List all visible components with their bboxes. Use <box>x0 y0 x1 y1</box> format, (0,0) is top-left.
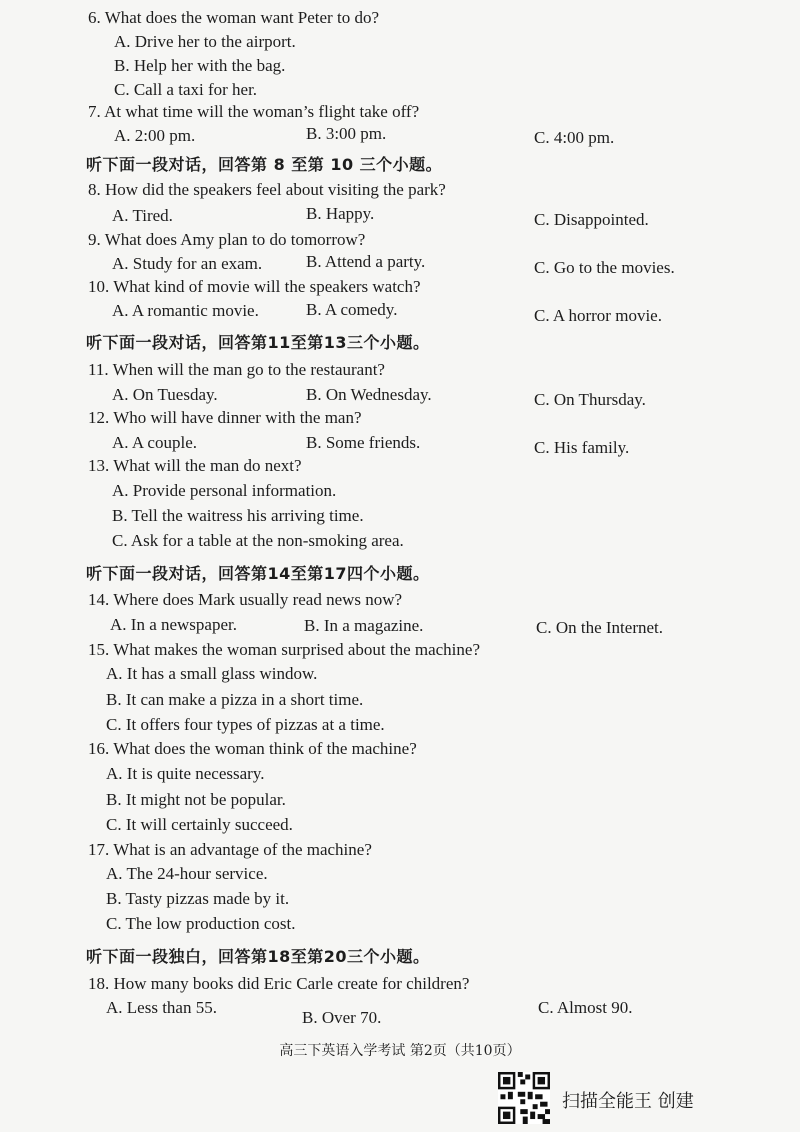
option: B. Over 70. <box>302 1008 382 1027</box>
option: C. Almost 90. <box>538 998 633 1017</box>
question-16: 16. What does the woman think of the machine? <box>88 739 417 758</box>
option: B. It might not be popular. <box>106 790 286 809</box>
qr-code-icon <box>498 1072 550 1124</box>
option: B. 3:00 pm. <box>306 124 387 143</box>
option: B. Tell the waitress his arriving time. <box>112 506 364 525</box>
section-heading: 听下面一段独白，回答第18至第20三个小题。 <box>86 947 430 966</box>
question-13: 13. What will the man do next? <box>88 456 302 475</box>
question-8: 8. How did the speakers feel about visiting the park? <box>88 180 446 199</box>
option: A. On Tuesday. <box>112 385 218 404</box>
question-17: 17. What is an advantage of the machine? <box>88 840 372 859</box>
option: B. On Wednesday. <box>306 385 432 404</box>
question-9: 9. What does Amy plan to do tomorrow? <box>88 230 366 249</box>
section-heading: 听下面一段对话，回答第 8 至第 10 三个小题。 <box>86 155 443 174</box>
option: C. It offers four types of pizzas at a time. <box>106 715 385 734</box>
scanner-brand-label: 扫描全能王 创建 <box>562 1091 694 1112</box>
option: B. Attend a party. <box>306 252 426 271</box>
section-heading: 听下面一段对话，回答第11至第13三个小题。 <box>86 333 430 352</box>
option: A. In a newspaper. <box>110 615 237 634</box>
question-10: 10. What kind of movie will the speakers watch? <box>88 277 421 296</box>
question-14: 14. Where does Mark usually read news now? <box>88 590 403 609</box>
option: B. In a magazine. <box>304 616 424 635</box>
option: A. Study for an exam. <box>112 254 263 273</box>
option: C. Disappointed. <box>534 210 649 229</box>
option: B. Happy. <box>306 204 375 223</box>
option: A. The 24-hour service. <box>106 864 268 883</box>
option: A. Provide personal information. <box>112 481 337 500</box>
option: A. It is quite necessary. <box>106 764 265 783</box>
option: A. A romantic movie. <box>112 301 259 320</box>
section-heading: 听下面一段对话，回答第14至第17四个小题。 <box>86 564 430 583</box>
option: B. Tasty pizzas made by it. <box>106 889 290 908</box>
option: B. Some friends. <box>306 433 421 452</box>
option: A. Less than 55. <box>106 998 217 1017</box>
option: A. A couple. <box>112 433 197 452</box>
option: C. Go to the movies. <box>534 258 675 277</box>
option: C. Call a taxi for her. <box>114 80 258 99</box>
option: A. 2:00 pm. <box>114 126 196 145</box>
option: C. A horror movie. <box>534 306 662 325</box>
question-15: 15. What makes the woman surprised about the machine? <box>88 640 480 659</box>
option: B. It can make a pizza in a short time. <box>106 690 364 709</box>
option: A. Tired. <box>112 206 173 225</box>
option: C. Ask for a table at the non-smoking area. <box>112 531 404 550</box>
question-12: 12. Who will have dinner with the man? <box>88 408 362 427</box>
page-footer: 高三下英语入学考试 第2页（共10页） <box>279 1043 521 1059</box>
option: C. His family. <box>534 438 630 457</box>
option: B. A comedy. <box>306 300 398 319</box>
question-18: 18. How many books did Eric Carle create for children? <box>88 974 470 993</box>
question-7: 7. At what time will the woman’s flight take off? <box>88 102 420 121</box>
option: C. On Thursday. <box>534 390 646 409</box>
option: C. It will certainly succeed. <box>106 815 293 834</box>
question-6: 6. What does the woman want Peter to do? <box>88 8 379 27</box>
question-11: 11. When will the man go to the restaurant? <box>88 360 385 379</box>
option: C. 4:00 pm. <box>534 128 615 147</box>
option: C. The low production cost. <box>106 914 296 933</box>
option: A. Drive her to the airport. <box>114 32 296 51</box>
option: A. It has a small glass window. <box>106 664 318 683</box>
option: B. Help her with the bag. <box>114 56 286 75</box>
option: C. On the Internet. <box>536 618 663 637</box>
